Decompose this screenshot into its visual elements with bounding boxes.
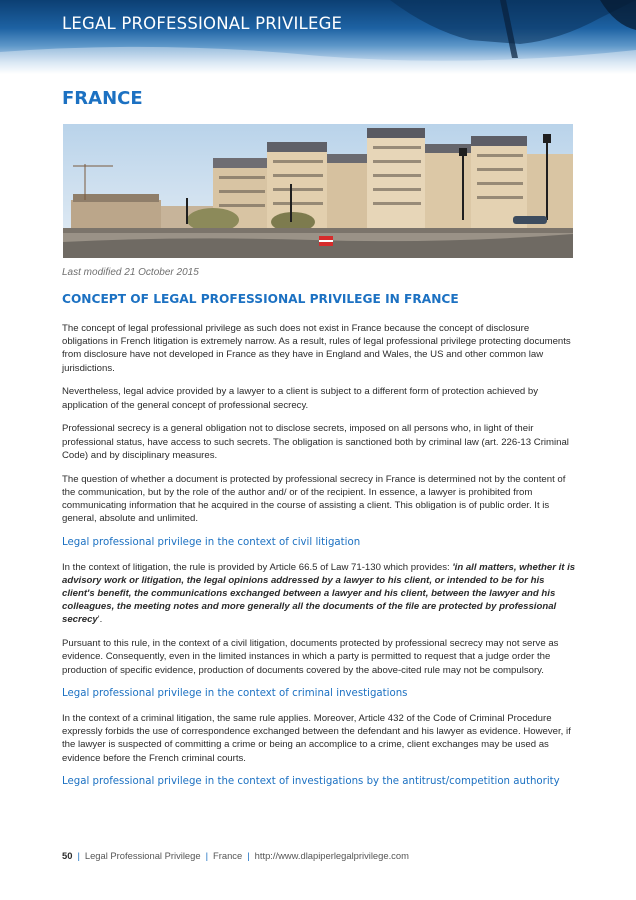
paragraph-document-protection: The question of whether a document is protected by professional secrecy in France is determined not by the content of the communication, but by the role of the author and/ or of the recipient. In essence, a lawyer is prohibited from communicating information that he acquired in the course of assisting a client. This obligation is of public order. It is general, absolute and unlimited. [62,473,566,525]
footer-separator: | [77,850,80,861]
footer-url[interactable]: http://www.dlapiperlegalprivilege.com [254,850,409,861]
footer-separator: | [205,850,209,861]
paragraph-civil-evidence: Pursuant to this rule, in the context of a civil litigation, documents protected by professional secrecy may not serve as evidence. Consequently, even in the limited instances in which a party is permitted to request that a judge order the production of specific evidence, production of documents covered by the above-cited rule may not be compulsory. [62,638,559,676]
paragraph-article-66-5 [62,561,577,627]
page-number: 50 [62,850,73,861]
banner-background-photo [0,0,636,74]
paragraph-intro: The concept of legal professional privilege as such does not exist in France because the concept of disclosure obligations in French litigation is extremely narrow. As a result, rules of legal professional privilege protecting documents from disclosure have not developed in France as they have in England and Wales, the US and other common law jurisdictions. [62,323,571,374]
last-modified-date: Last modified 21 October 2015 [62,267,199,278]
footer-separator: | [247,850,250,861]
header-banner [0,0,636,74]
article-body [62,322,577,800]
heading-antitrust-investigations: Legal professional privilege in the context of investigations by the antitrust/competition authority [62,776,560,788]
page-footer [62,850,409,861]
paragraph-legal-advice: Nevertheless, legal advice provided by a lawyer to a client is subject to a different form of protection achieved by application of the general concept of professional secrecy. [62,386,539,411]
article-66-5-end: '. [97,614,103,626]
paragraph-criminal-litigation: In the context of a criminal litigation, the same rule applies. Moreover, Article 432 of the Code of Criminal Procedure expressly forbids the use of correspondence exchanged between the defendant and his lawyer as evidence. However, if the lawyer is suspected of committing a crime or being an accomplice to a crime, client exchanges may be used as evidence before the French criminal courts. [62,713,571,764]
section-title: CONCEPT OF LEGAL PROFESSIONAL PRIVILEGE IN FRANCE [62,292,459,306]
footer-country: France [213,850,243,861]
paris-seine-photo [63,124,573,258]
heading-civil-litigation: Legal professional privilege in the context of civil litigation [62,537,361,549]
page-title: FRANCE [62,88,143,109]
footer-publication: Legal Professional Privilege [84,850,201,861]
paragraph-professional-secrecy: Professional secrecy is a general obligation not to disclose secrets, imposed on all persons who, in light of their professional status, have access to such secrets. The obligation is sanctioned both by criminal law (art. 226-13 Criminal Code) and by disciplinary measures. [62,423,569,461]
banner-title: LEGAL PROFESSIONAL PRIVILEGE [62,14,343,33]
heading-criminal-investigations: Legal professional privilege in the context of criminal investigations [62,688,408,700]
article-66-5-intro: In the context of litigation, the rule is provided by Article 66.5 of Law 71-130 which provides: [62,561,453,573]
article-66-5-quote: 'in all matters, whether it is advisory work or litigation, the legal opinions addressed by a lawyer to his client, or intended to be for his client's benefit, the communications exchanged between a lawyer and his client, between the lawyer and his colleagues, the meeting notes and more generally all the documents of the file are protected by professional secrecy [62,561,576,626]
